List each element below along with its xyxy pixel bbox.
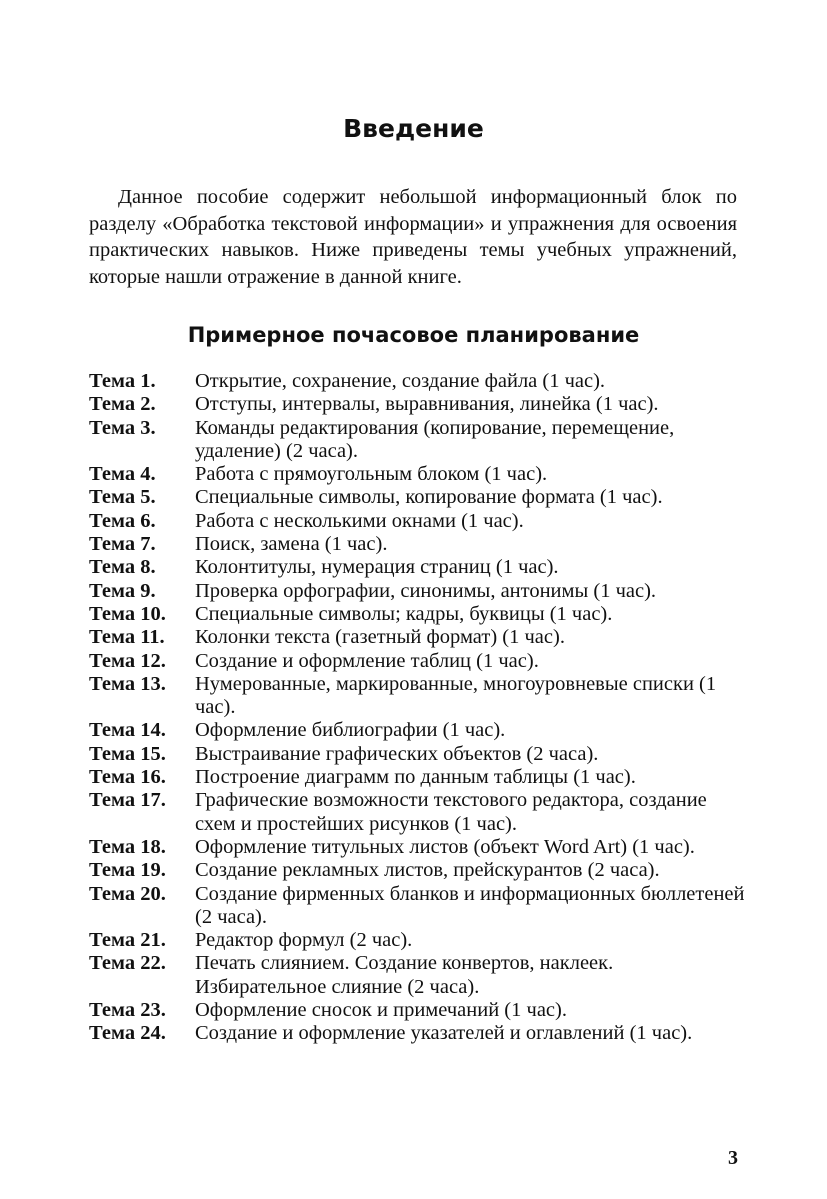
topic-text: Нумерованные, маркированные, многоуровневые списки (1 час). — [195, 672, 717, 719]
topic-text: Редактор формул (2 час). — [195, 929, 413, 952]
topic-item — [89, 836, 749, 859]
topic-item — [89, 463, 749, 486]
topic-label: Тема 6. — [89, 509, 156, 532]
topic-item — [89, 650, 749, 673]
topic-text: Создание и оформление таблиц (1 час). — [195, 649, 539, 672]
topic-item — [89, 859, 749, 882]
topic-item — [89, 510, 749, 533]
topic-label: Тема 18. — [89, 835, 166, 858]
topic-text: Печать слиянием. Создание конвертов, наклеек. Избирательное слияние (2 часа). — [195, 952, 614, 998]
intro-paragraph: Данное пособие содержит небольшой информационный блок по разделу «Обработка текстовой информации» и упражнения для освоения практических навыков. Ниже приведены темы учебных упражнений, которые нашли отражение в данной книге. — [89, 186, 737, 288]
topic-label: Тема 22. — [89, 952, 166, 975]
topic-item — [89, 370, 749, 393]
topic-text: Открытие, сохранение, создание файла (1 час). — [195, 370, 606, 392]
topic-text: Выстраивание графических объектов (2 часа). — [195, 742, 599, 765]
topic-item — [89, 929, 749, 952]
topic-item — [89, 533, 749, 556]
page-title: Введение — [343, 114, 484, 143]
section-title: Примерное почасовое планирование — [187, 323, 640, 347]
topic-label: Тема 23. — [89, 999, 166, 1022]
topic-text: Графические возможности текстового редактора, создание схем и простейших рисунков (1 час). — [195, 789, 707, 835]
topic-text: Оформление библиографии (1 час). — [195, 719, 506, 742]
topic-item — [89, 766, 749, 789]
topic-label: Тема 24. — [89, 1022, 166, 1045]
topic-label: Тема 9. — [89, 579, 156, 602]
topic-item — [89, 1022, 749, 1045]
topic-label: Тема 1. — [89, 370, 156, 392]
topic-label: Тема 2. — [89, 393, 156, 416]
topic-label: Тема 3. — [89, 416, 156, 439]
topic-text: Оформление титульных листов (объект Word Art) (1 час). — [195, 835, 695, 858]
topic-item — [89, 603, 749, 626]
topic-label: Тема 21. — [89, 929, 166, 952]
topic-label: Тема 17. — [89, 789, 166, 812]
topic-text: Отступы, интервалы, выравнивания, линейка (1 час). — [195, 393, 659, 416]
topic-text: Работа с прямоугольным блоком (1 час). — [195, 463, 548, 486]
topic-label: Тема 14. — [89, 719, 166, 742]
topic-item — [89, 580, 749, 603]
topic-label: Тема 19. — [89, 859, 166, 882]
topic-text: Специальные символы, копирование формата (1 час). — [195, 486, 663, 509]
topic-item — [89, 883, 749, 930]
topic-text: Создание фирменных бланков и информационных бюллетеней (2 часа). — [195, 882, 745, 928]
topic-label: Тема 7. — [89, 533, 156, 556]
topic-item — [89, 673, 749, 720]
topic-text: Колонки текста (газетный формат) (1 час). — [195, 626, 565, 649]
topic-text: Специальные символы; кадры, буквицы (1 час). — [195, 602, 613, 625]
topic-item — [89, 952, 749, 999]
topic-text: Работа с несколькими окнами (1 час). — [195, 509, 524, 532]
topic-item — [89, 417, 749, 464]
topic-item — [89, 789, 749, 836]
topic-label: Тема 20. — [89, 882, 166, 905]
topic-text: Команды редактирования (копирование, перемещение, удаление) (2 часа). — [195, 416, 675, 462]
topic-label: Тема 15. — [89, 742, 166, 765]
topic-list — [89, 370, 749, 1046]
topic-item — [89, 626, 749, 649]
topic-label: Тема 13. — [89, 672, 166, 695]
topic-label: Тема 4. — [89, 463, 156, 486]
topic-item — [89, 999, 749, 1022]
topic-text: Проверка орфографии, синонимы, антонимы (1 час). — [195, 579, 657, 602]
topic-label: Тема 5. — [89, 486, 156, 509]
topic-text: Построение диаграмм по данным таблицы (1 час). — [195, 766, 636, 789]
topic-label: Тема 10. — [89, 602, 166, 625]
topic-item — [89, 743, 749, 766]
topic-item — [89, 393, 749, 416]
topic-text: Колонтитулы, нумерация страниц (1 час). — [195, 556, 559, 579]
topic-label: Тема 8. — [89, 556, 156, 579]
topic-text: Оформление сносок и примечаний (1 час). — [195, 999, 567, 1022]
topic-label: Тема 11. — [89, 626, 165, 649]
topic-item — [89, 486, 749, 509]
page-number: 3 — [728, 1147, 738, 1169]
topic-text: Поиск, замена (1 час). — [195, 533, 388, 556]
topic-label: Тема 12. — [89, 649, 166, 672]
topic-label: Тема 16. — [89, 766, 166, 789]
topic-item — [89, 556, 749, 579]
topic-text: Создание и оформление указателей и оглавлений (1 час). — [195, 1022, 693, 1045]
topic-text: Создание рекламных листов, прейскурантов (2 часа). — [195, 859, 660, 882]
topic-item — [89, 719, 749, 742]
